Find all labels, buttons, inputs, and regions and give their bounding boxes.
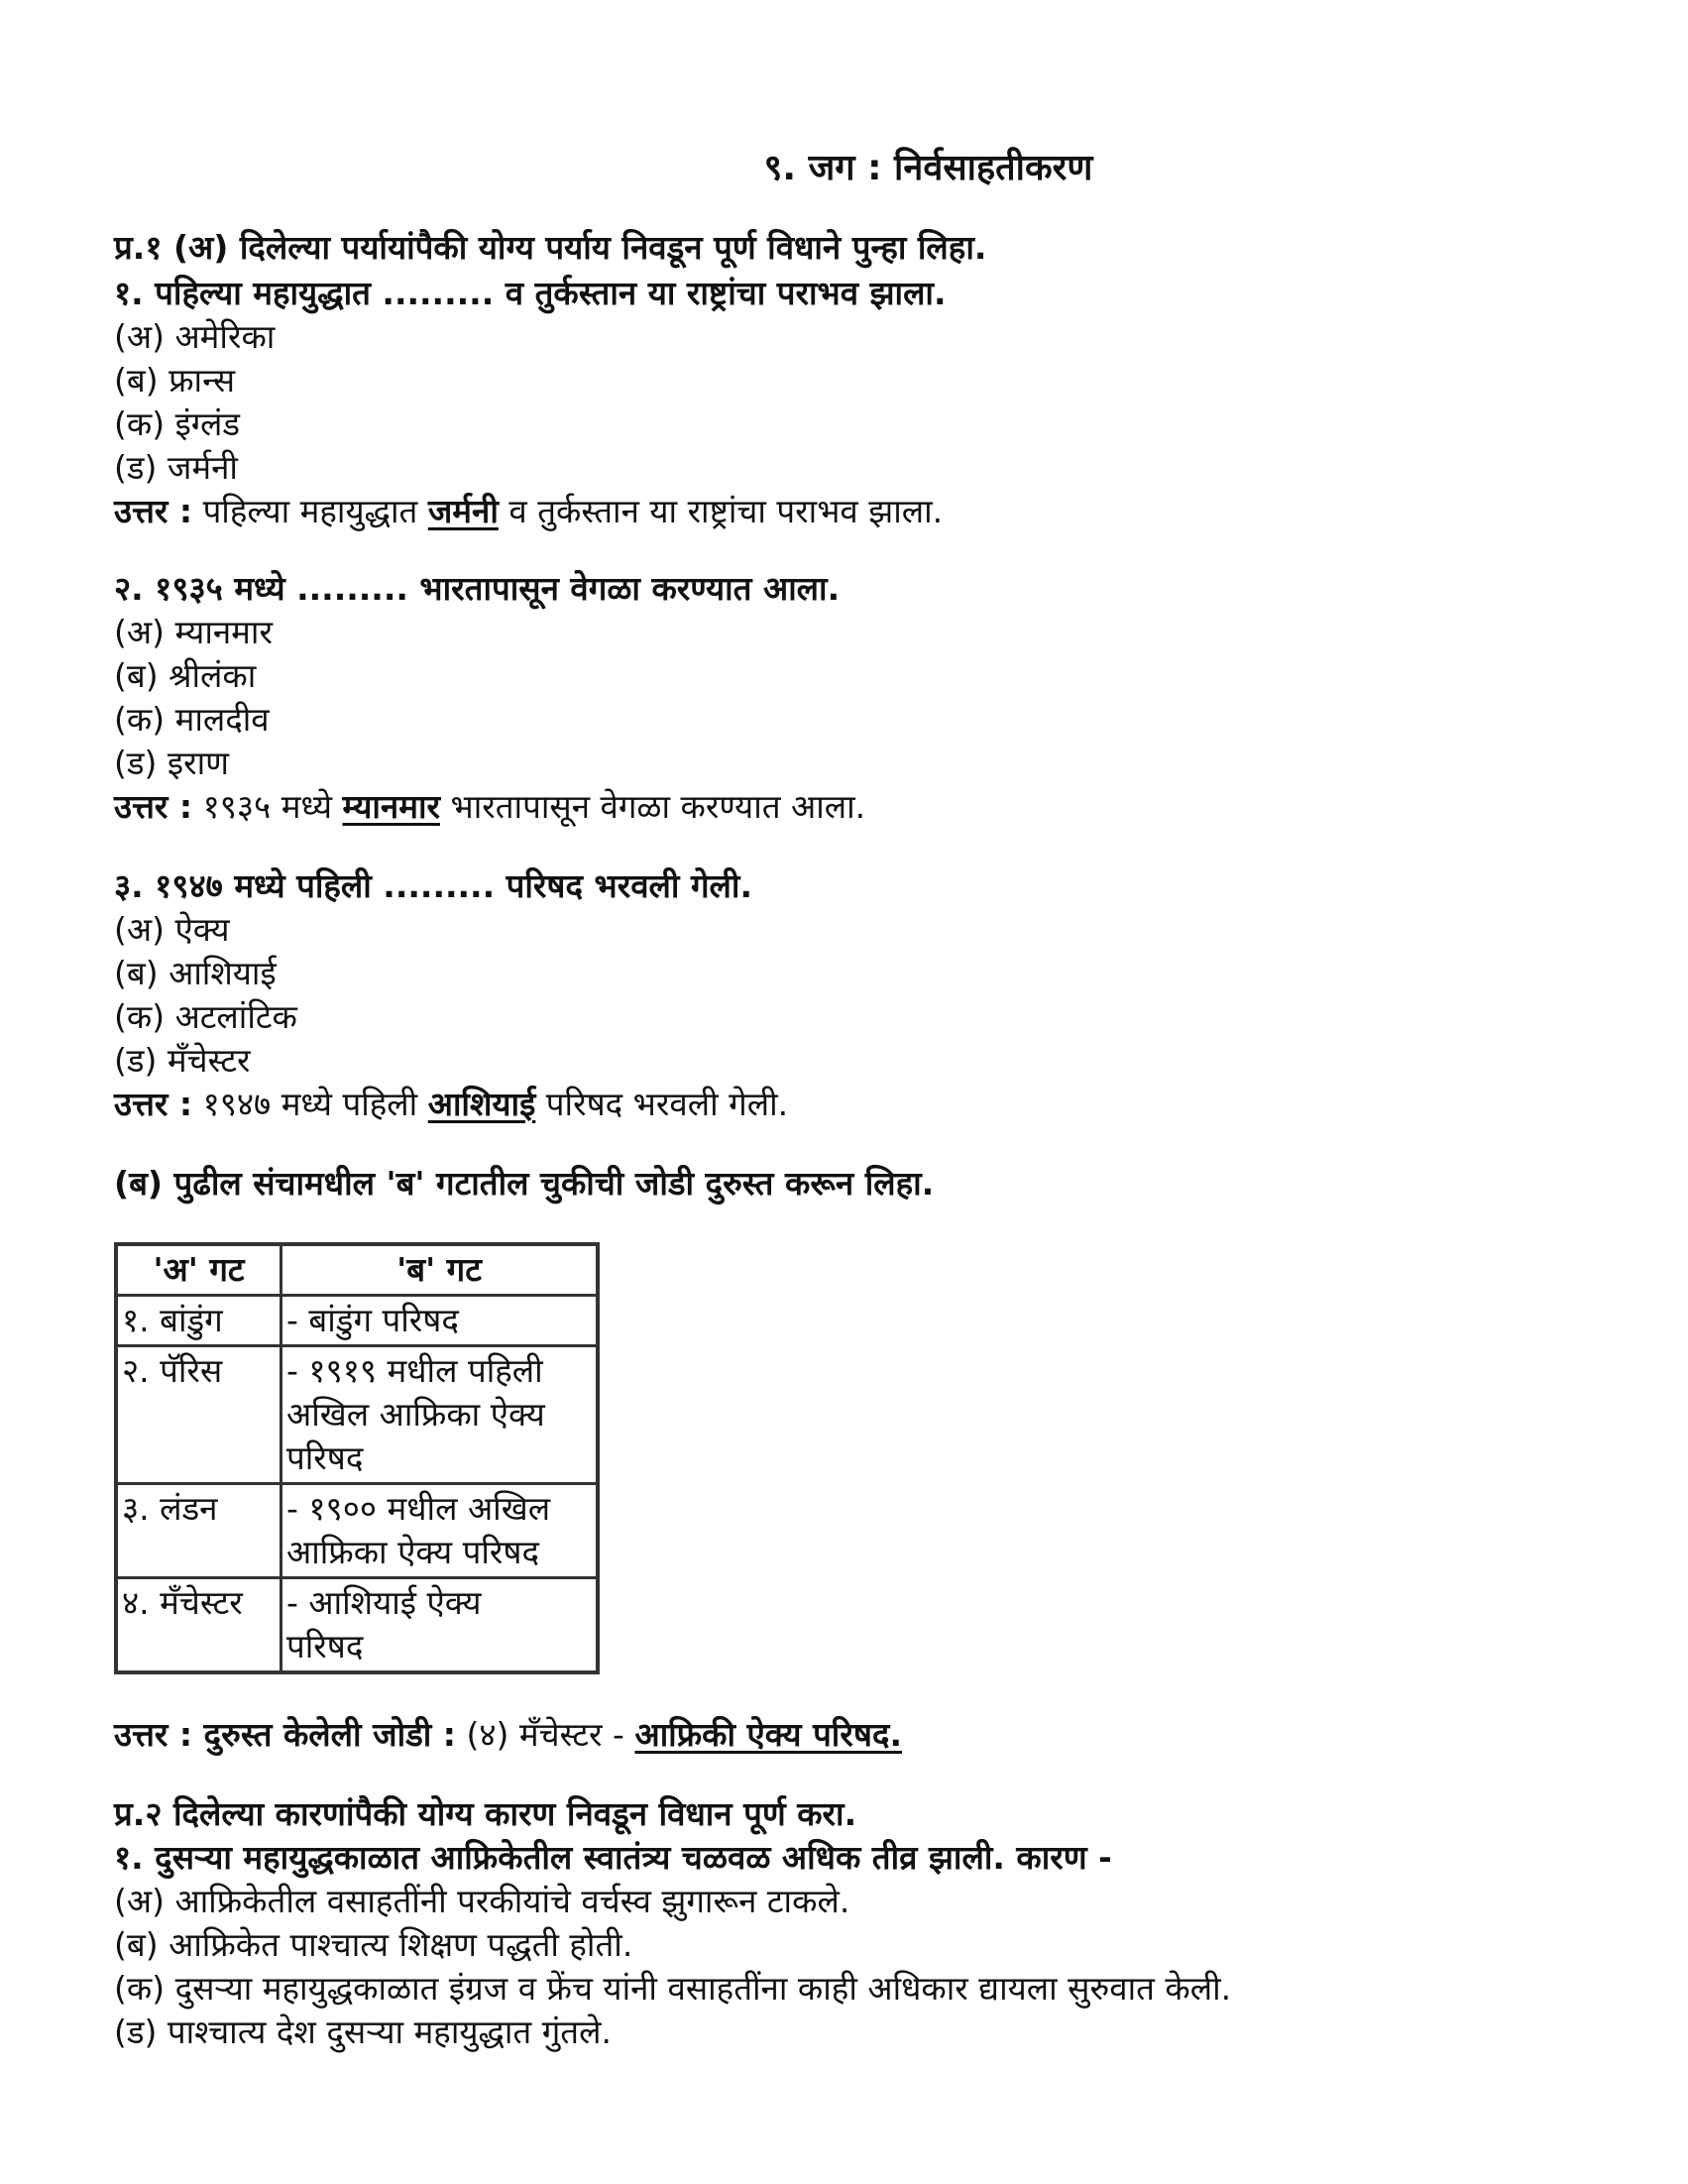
cell-a: ३. लंडन <box>116 1484 281 1578</box>
table-row <box>116 1484 598 1578</box>
cell-b-line: परिषद <box>286 1438 364 1477</box>
q2-heading: प्र.२ दिलेल्या कारणांपैकी योग्य कारण निवडून विधान पूर्ण करा. <box>114 1794 857 1833</box>
q2-item1-option-c: (क) दुसऱ्या महायुद्धकाळात इंग्रज व फ्रेंच यांनी वसाहतींना काही अधिकार द्यायला सुरुवात केली. <box>114 1969 1232 2008</box>
q1-item1-option-a: (अ) अमेरिका <box>114 317 276 356</box>
q1-item1-question: १. पहिल्या महायुद्धात ......... व तुर्कस्तान या राष्ट्रांचा पराभव झाला. <box>114 274 947 312</box>
answer-key: जर्मनी <box>427 492 499 530</box>
cell-b <box>281 1296 599 1346</box>
answer-label: उत्तर : <box>114 1085 193 1123</box>
table-row <box>116 1578 598 1673</box>
answer-key: आशियाई <box>427 1085 536 1123</box>
chapter-title: ९. जग : निर्वसाहतीकरण <box>763 148 1093 188</box>
q1-item2-option-a: (अ) म्यानमार <box>114 613 273 651</box>
q1-item3-question: ३. १९४७ मध्ये पहिली ......... परिषद भरवली गेली. <box>114 866 752 905</box>
q1-item3-option-d: (ड) मँचेस्टर <box>114 1041 251 1080</box>
cell-b <box>281 1578 599 1673</box>
cell-b-line: - १९०० मधील अखिल <box>286 1489 551 1528</box>
q1-item3-option-a: (अ) ऐक्य <box>114 910 230 949</box>
q1-item1-option-d: (ड) जर्मनी <box>114 448 238 487</box>
q2-item1-option-d: (ड) पाश्चात्य देश दुसऱ्या महायुद्धात गुंतले. <box>114 2012 612 2051</box>
cut-off-next-line <box>114 2163 1303 2184</box>
matching-table <box>114 1242 600 1674</box>
q2-item1-option-a: (अ) आफ्रिकेतील वसाहतींनी परकीयांचे वर्चस्व झुगारून टाकले. <box>114 1882 850 1920</box>
q1-item1-option-b: (ब) फ्रान्स <box>114 361 236 400</box>
answer-text-pre: (४) मँचेस्टर - <box>456 1715 635 1754</box>
table-row <box>116 1346 598 1484</box>
cell-b <box>281 1484 599 1578</box>
cell-b-line: अखिल आफ्रिका ऐक्य <box>286 1395 545 1434</box>
q1-item3-option-c: (क) अटलांटिक <box>114 997 297 1036</box>
cell-b-line: परिषद <box>286 1627 364 1666</box>
q1-item3-option-b: (ब) आशियाई <box>114 954 277 992</box>
answer-text-pre: १९३५ मध्ये <box>192 787 343 826</box>
q1-item2-option-b: (ब) श्रीलंका <box>114 656 257 695</box>
q1-heading: प्र.१ (अ) दिलेल्या पर्यायांपैकी योग्य पर्याय निवडून पूर्ण विधाने पुन्हा लिहा. <box>114 228 987 267</box>
answer-label: उत्तर : <box>114 492 193 530</box>
answer-text-post: परिषद भरवली गेली. <box>535 1085 789 1123</box>
q1-item3-answer <box>114 1083 788 1126</box>
q1-item2-option-d: (ड) इराण <box>114 744 229 782</box>
q1-item2-answer <box>114 785 865 829</box>
q2-item1-question: १. दुसऱ्या महायुद्धकाळात आफ्रिकेतील स्वातंत्र्य चळवळ अधिक तीव्र झाली. कारण - <box>114 1838 1112 1877</box>
answer-label: उत्तर : दुरुस्त केलेली जोडी : <box>114 1715 456 1754</box>
answer-text-post: भारतापासून वेगळा करण्यात आला. <box>440 787 866 826</box>
answer-key: म्यानमार <box>342 787 440 826</box>
q1-item1-option-c: (क) इंग्लंड <box>114 404 241 443</box>
answer-text-pre: पहिल्या महायुद्धात <box>192 492 428 530</box>
cell-a: ४. मँचेस्टर <box>116 1578 281 1673</box>
column-header-b: 'ब' गट <box>281 1244 599 1296</box>
q1-item1-answer <box>114 490 943 533</box>
table-header-row <box>116 1244 598 1296</box>
answer-text-post: व तुर्कस्तान या राष्ट्रांचा पराभव झाला. <box>498 492 944 530</box>
answer-key: आफ्रिकी ऐक्य परिषद. <box>634 1715 902 1754</box>
cell-b-line: - आशियाई ऐक्य <box>286 1583 482 1622</box>
answer-text-pre: १९४७ मध्ये पहिली <box>192 1085 428 1123</box>
cell-a: १. बांडुंग <box>116 1296 281 1346</box>
answer-label: उत्तर : <box>114 787 193 826</box>
q1-item2-question: २. १९३५ मध्ये ......... भारतापासून वेगळा करण्यात आला. <box>114 569 841 608</box>
cell-a: २. पॅरिस <box>116 1346 281 1484</box>
cell-b-line: आफ्रिका ऐक्य परिषद <box>286 1533 540 1571</box>
column-header-a: 'अ' गट <box>116 1244 281 1296</box>
q1b-heading: (ब) पुढील संचामधील 'ब' गटातील चुकीची जोडी दुरुस्त करून लिहा. <box>114 1164 935 1203</box>
q1b-answer <box>114 1713 902 1757</box>
q2-item1-option-b: (ब) आफ्रिकेत पाश्चात्य शिक्षण पद्धती होती. <box>114 1925 633 1964</box>
q1-item2-option-c: (क) मालदीव <box>114 700 270 739</box>
cell-b <box>281 1346 599 1484</box>
cell-b-line: - बांडुंग परिषद <box>286 1301 459 1339</box>
table-row <box>116 1296 598 1346</box>
cell-b-line: - १९१९ मधील पहिली <box>286 1351 543 1390</box>
